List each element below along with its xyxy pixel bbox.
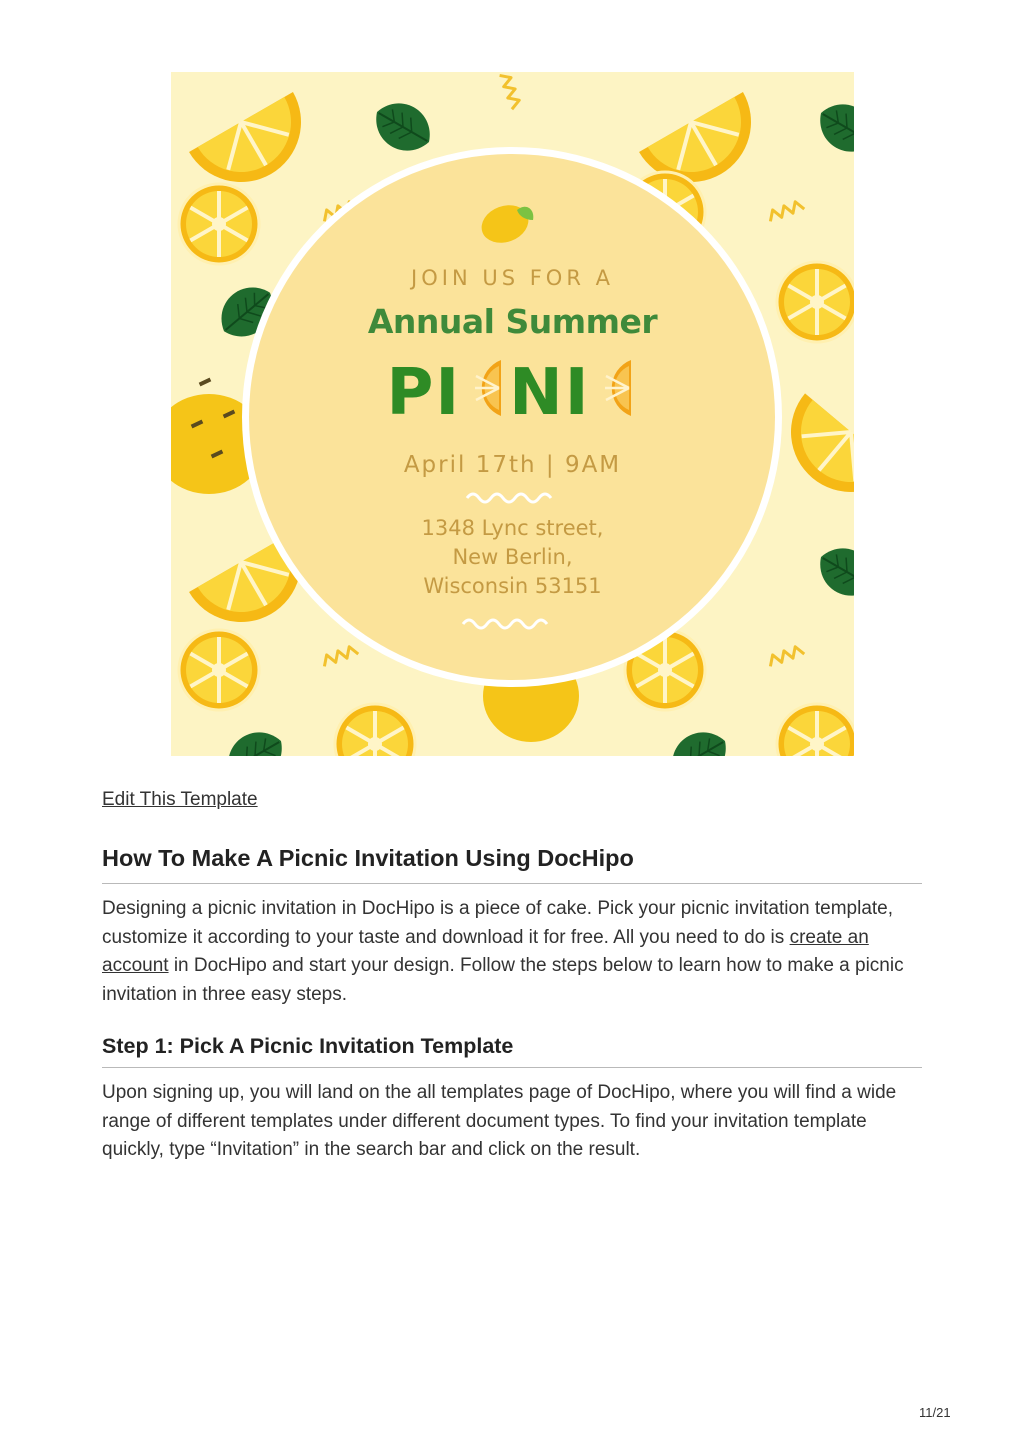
orange-slice-icon [591, 356, 639, 420]
invitation-image [171, 72, 854, 756]
invitation-date: April 17th | 9AM [403, 452, 622, 478]
intro-text-start: Designing a picnic invitation in DocHipo is a piece of cake. Pick your picnic invitation template, customize it according to your taste and download it for free. All you need to do is [102, 898, 894, 948]
heading-divider [102, 883, 922, 884]
invitation-address-line2: New Berlin, [452, 545, 573, 569]
create-account-link[interactable]: create an account [102, 926, 869, 976]
picnic-letters-1: PI [386, 356, 462, 430]
step1-paragraph: Upon signing up, you will land on the all templates page of DocHipo, where you will find a wide range of different templates under different document types. To find your invitation template quickly, type “Invitation” in the search bar and click on the result. [102, 1082, 897, 1160]
invitation-title: Annual Summer [367, 302, 658, 341]
picnic-letters-2: NI [509, 356, 591, 430]
intro-paragraph [102, 895, 932, 1009]
invitation-join-text: JOIN US FOR A [411, 266, 614, 290]
orange-slice-icon [461, 356, 509, 420]
section-heading: How To Make A Picnic Invitation Using DocHipo [102, 845, 634, 871]
intro-text-end: in DocHipo and start your design. Follow the steps below to learn how to make a picnic invitation in three easy steps. [102, 955, 904, 1005]
step1-heading: Step 1: Pick A Picnic Invitation Template [102, 1034, 514, 1058]
edit-template-link[interactable]: Edit This Template [102, 789, 258, 810]
step1-divider [102, 1067, 922, 1068]
invitation-address-line3: Wisconsin 53151 [423, 574, 602, 598]
page-number: 11/21 [919, 1405, 951, 1420]
invitation-address-line1: 1348 Lync street, [421, 516, 604, 540]
invitation-picnic-word [171, 356, 854, 432]
